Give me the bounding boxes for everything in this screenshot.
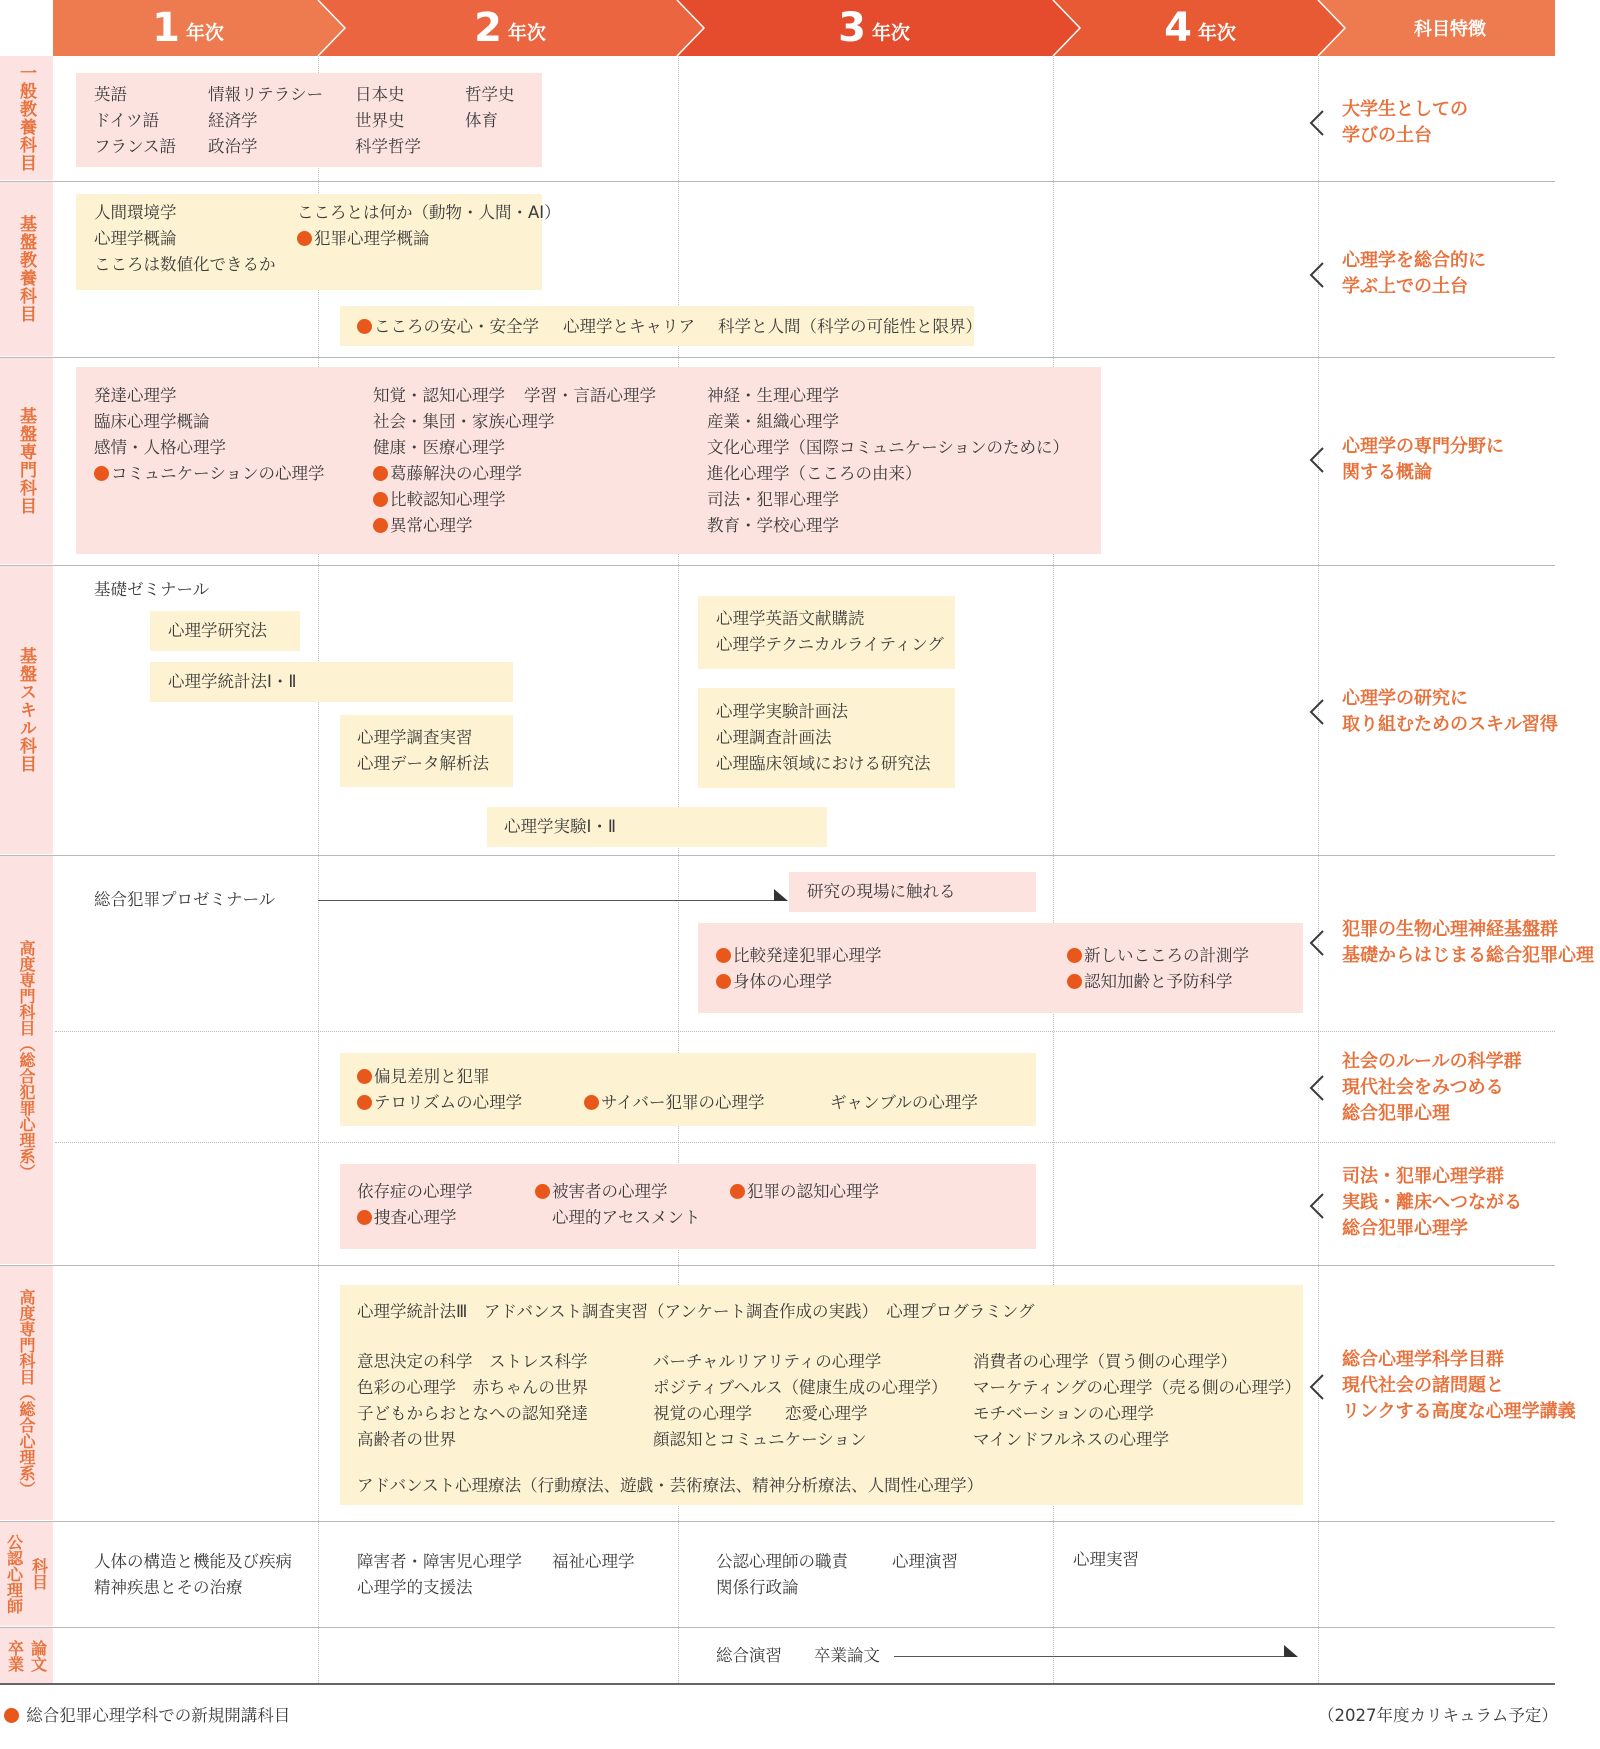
bio-left-1-wrap <box>716 972 832 992</box>
chevron-left-icon <box>1303 926 1331 960</box>
justice-0: 依存症の心理学 <box>357 1182 473 1201</box>
cat-thesis <box>0 1628 53 1684</box>
new-course-dot <box>4 1708 19 1723</box>
fl-left-0: 人間環境学 <box>94 203 177 222</box>
fs-c2-3-wrap <box>373 464 522 484</box>
ag-c2-3: 顔認知とコミュニケーション <box>653 1430 867 1449</box>
legend <box>4 1706 290 1726</box>
justice-2-wrap <box>535 1182 668 1202</box>
new-course-dot <box>716 974 731 989</box>
legend-text: 総合犯罪心理学科での新規開講科目 <box>26 1706 291 1725</box>
skills-stats: 心理学統計法Ⅰ・Ⅱ <box>168 672 297 691</box>
feature-header <box>1345 0 1555 56</box>
feature-3 <box>1342 686 1558 738</box>
bio-left-1: 身体の心理学 <box>733 972 832 991</box>
new-course-dot <box>357 1069 372 1084</box>
fs-c3-2: 文化心理学（国際コミュニケーションのために） <box>707 438 1070 457</box>
chevron-left-icon <box>1303 1071 1331 1105</box>
general-c1-0: 英語 <box>94 85 127 104</box>
feature-6-line: 総合犯罪心理学 <box>1342 1218 1468 1239</box>
justice-4: 犯罪の認知心理学 <box>747 1182 879 1201</box>
chevron-left-icon <box>1303 695 1331 729</box>
chevron-left-icon <box>1303 443 1331 477</box>
ag-c2-1: ポジティブヘルス（健康生成の心理学） <box>653 1378 948 1397</box>
year-3-num: 3 <box>838 5 866 51</box>
fs-c1-2: 感情・人格心理学 <box>94 438 226 457</box>
feature-5 <box>1342 1049 1522 1127</box>
year-4-suffix: 年次 <box>1197 21 1236 44</box>
feature-1 <box>1342 248 1486 300</box>
fs-c2b: 学習・言語心理学 <box>524 386 656 405</box>
new-course-dot <box>1067 948 1082 963</box>
feature-6 <box>1342 1164 1522 1242</box>
cat-thesis-label: 卒業 <box>5 1640 25 1672</box>
feature-0 <box>1342 97 1468 149</box>
fs-c1-3-wrap <box>94 464 325 484</box>
fl-right-1: 犯罪心理学概論 <box>314 229 430 248</box>
skills-planning-2: 心理臨床領域における研究法 <box>716 754 931 773</box>
fl-right-1-wrap <box>297 229 430 249</box>
fs-c1-3: コミュニケーションの心理学 <box>111 464 325 483</box>
arrow-head-icon <box>1284 1645 1300 1659</box>
general-c2-1: 経済学 <box>208 111 258 130</box>
fs-c2-4-wrap <box>373 490 506 510</box>
feature-1-line: 心理学を総合的に <box>1342 250 1486 271</box>
social-0-wrap <box>357 1067 490 1087</box>
ag-c2-0: バーチャルリアリティの心理学 <box>653 1352 882 1371</box>
thesis-arrow-line <box>894 1656 1294 1657</box>
feature-7-line: 総合心理学科学目群 <box>1342 1349 1504 1370</box>
feature-2 <box>1342 434 1504 486</box>
bio-right-1: 認知加齢と予防科学 <box>1084 972 1233 991</box>
cert-y2-1: 心理学的支援法 <box>357 1578 473 1597</box>
section-divider <box>0 181 1555 182</box>
general-c2-0: 情報リテラシー <box>208 85 324 104</box>
justice-1-wrap <box>357 1208 457 1228</box>
fs-c2-5-wrap <box>373 516 473 536</box>
section-divider <box>0 1521 1555 1522</box>
grid-line-feature <box>1318 56 1319 1683</box>
general-c1-2: フランス語 <box>94 137 177 156</box>
justice-4-wrap <box>730 1182 879 1202</box>
feature-6-line: 司法・犯罪心理学群 <box>1342 1166 1504 1187</box>
cat-foundation-liberal <box>0 182 53 356</box>
skills-planning-1: 心理調査計画法 <box>716 728 832 747</box>
section-divider <box>0 1683 1555 1685</box>
bio-right-0-wrap <box>1067 946 1249 966</box>
feature-5-line: 現代社会をみつめる <box>1342 1077 1504 1098</box>
ag-bottom: アドバンスト心理療法（行動療法、遊戯・芸術療法、精神分析療法、人間性心理学） <box>357 1476 984 1495</box>
new-course-dot <box>716 948 731 963</box>
fs-c1-1: 臨床心理学概論 <box>94 412 210 431</box>
cert-y2b: 福祉心理学 <box>552 1552 635 1571</box>
general-c4-1: 体育 <box>465 111 498 130</box>
general-c1-1: ドイツ語 <box>94 111 160 130</box>
new-course-dot <box>1067 974 1082 989</box>
cat-general-label: 一般教養科目 <box>16 64 36 172</box>
section-divider <box>0 565 1555 566</box>
skills-seminar: 基礎ゼミナール <box>94 580 210 599</box>
cat-skills-label: 基盤スキル科目 <box>16 647 36 773</box>
new-course-dot <box>357 1095 372 1110</box>
cert-y4: 心理実習 <box>1073 1550 1139 1569</box>
feature-header-label: 科目特徴 <box>1414 19 1486 40</box>
skills-english-0: 心理学英語文献購読 <box>716 609 865 628</box>
feature-4-line: 基礎からはじまる総合犯罪心理 <box>1342 945 1594 966</box>
subsection-divider <box>55 1031 1555 1032</box>
cat-foundation-liberal-label: 基盤教養科目 <box>16 215 36 323</box>
chevron-left-icon <box>1303 106 1331 140</box>
ag-c1-2: 子どもからおとなへの認知発達 <box>357 1404 588 1423</box>
cert-y3-1: 関係行政論 <box>716 1578 799 1597</box>
cert-y2-0: 障害者・障害児心理学 <box>357 1552 522 1571</box>
new-course-dot <box>373 518 388 533</box>
fl-bar-1: 心理学とキャリア <box>563 317 695 336</box>
fs-c3-5: 教育・学校心理学 <box>707 516 839 535</box>
chevron-left-icon <box>1303 1370 1331 1404</box>
feature-1-line: 学ぶ上での土台 <box>1342 276 1468 297</box>
cert-y3-0: 公認心理師の職責 <box>716 1552 848 1571</box>
fs-c2-4: 比較認知心理学 <box>390 490 506 509</box>
feature-4-line: 犯罪の生物心理神経基盤群 <box>1342 919 1558 940</box>
fs-c3-4: 司法・犯罪心理学 <box>707 490 839 509</box>
skills-survey-0: 心理学調査実習 <box>357 728 473 747</box>
arrow-head-icon <box>774 889 790 903</box>
cat-skills <box>0 566 53 854</box>
section-divider <box>0 1265 1555 1266</box>
cat-advanced-crime-label: 高度専門科目（総合犯罪心理系） <box>17 940 36 1180</box>
fl-left-2: こころは数値化できるか <box>94 255 276 274</box>
fs-c1-0: 発達心理学 <box>94 386 177 405</box>
general-c3-1: 世界史 <box>355 111 405 130</box>
social-2-wrap <box>584 1093 765 1113</box>
fs-c3-3: 進化心理学（こころの由来） <box>707 464 922 483</box>
feature-3-line: 心理学の研究に <box>1342 688 1468 709</box>
feature-7 <box>1342 1347 1576 1425</box>
fs-c3-0: 神経・生理心理学 <box>707 386 839 405</box>
fs-c2-5: 異常心理学 <box>390 516 473 535</box>
bio-box <box>698 923 1303 1013</box>
ag-c3-1: マーケティングの心理学（売る側の心理学） <box>973 1378 1302 1397</box>
social-0: 偏見差別と犯罪 <box>374 1067 490 1086</box>
fs-c3-1: 産業・組織心理学 <box>707 412 839 431</box>
fl-bar-0: こころの安心・安全学 <box>374 317 539 336</box>
fs-c2-1: 社会・集団・家族心理学 <box>373 412 555 431</box>
year-3-header <box>704 0 1044 56</box>
general-c2-2: 政治学 <box>208 137 258 156</box>
social-2: サイバー犯罪の心理学 <box>601 1093 765 1112</box>
cat-general <box>0 56 53 180</box>
proseminar: 総合犯罪プロゼミナール <box>94 890 276 909</box>
ag-c1-3: 高齢者の世界 <box>357 1430 456 1449</box>
year-1-num: 1 <box>152 5 180 51</box>
thesis-thesis: 卒業論文 <box>814 1646 880 1665</box>
ag-top: 心理学統計法Ⅲ アドバンスト調査実習（アンケート調査作成の実践） 心理プログラミング <box>357 1302 1035 1321</box>
fl-right-0: こころとは何か（動物・人間・AI） <box>297 203 561 222</box>
cert-y1-1: 精神疾患とその治療 <box>94 1578 243 1597</box>
fs-c2-0: 知覚・認知心理学 <box>373 386 505 405</box>
ag-c1-1: 色彩の心理学 赤ちゃんの世界 <box>357 1378 588 1397</box>
footer-note: （2027年度カリキュラム予定） <box>1318 1706 1558 1725</box>
feature-7-line: リンクする高度な心理学講義 <box>1342 1401 1576 1422</box>
social-3: ギャンブルの心理学 <box>830 1093 978 1112</box>
bio-right-0: 新しいこころの計測学 <box>1084 946 1249 965</box>
general-c3-2: 科学哲学 <box>355 137 421 156</box>
cat-certified-label: 公認心理師 <box>4 1534 24 1614</box>
chevron-left-icon <box>1303 1189 1331 1223</box>
feature-4 <box>1342 917 1594 969</box>
general-c4-0: 哲学史 <box>465 85 515 104</box>
new-course-dot <box>357 1210 372 1225</box>
bio-left-0: 比較発達犯罪心理学 <box>733 946 882 965</box>
skills-survey-1: 心理データ解析法 <box>357 754 489 773</box>
new-course-dot <box>584 1095 599 1110</box>
cat-foundation-specialty <box>0 358 53 564</box>
ag-c3-2: モチベーションの心理学 <box>973 1404 1154 1423</box>
cat-advanced-crime <box>0 856 53 1264</box>
justice-1: 捜査心理学 <box>374 1208 457 1227</box>
year-2-suffix: 年次 <box>507 21 546 44</box>
year-1-header <box>53 0 323 56</box>
social-1: テロリズムの心理学 <box>374 1093 523 1112</box>
ag-c3-0: 消費者の心理学（買う側の心理学） <box>973 1352 1237 1371</box>
year-4-num: 4 <box>1164 5 1192 51</box>
chevron-left-icon <box>1303 258 1331 292</box>
social-1-wrap <box>357 1093 522 1113</box>
fs-c2-3: 葛藤解決の心理学 <box>390 464 522 483</box>
justice-box <box>340 1164 1036 1249</box>
cat-advanced-general-label: 高度専門科目（総合心理系） <box>17 1289 36 1497</box>
bio-right-1-wrap <box>1067 972 1233 992</box>
ag-c1-0: 意思決定の科学 ストレス科学 <box>357 1352 588 1371</box>
thesis-seminar: 総合演習 <box>716 1646 782 1665</box>
cat-advanced-general <box>0 1266 53 1520</box>
feature-0-line: 学びの土台 <box>1342 125 1432 146</box>
justice-2: 被害者の心理学 <box>552 1182 668 1201</box>
year-2-num: 2 <box>474 5 502 51</box>
year-2-header <box>345 0 675 56</box>
justice-3: 心理的アセスメント <box>552 1208 701 1227</box>
feature-7-line: 現代社会の諸問題と <box>1342 1375 1504 1396</box>
new-course-dot <box>535 1184 550 1199</box>
feature-5-line: 社会のルールの科学群 <box>1342 1051 1522 1072</box>
ag-c2-2: 視覚の心理学 恋愛心理学 <box>653 1404 868 1423</box>
new-course-dot <box>373 466 388 481</box>
skills-experiment: 心理学実験Ⅰ・Ⅱ <box>504 817 616 836</box>
fl-left-1: 心理学概論 <box>94 229 177 248</box>
proseminar-arrow-line <box>318 900 786 901</box>
new-course-dot <box>94 466 109 481</box>
cat-certified <box>0 1522 53 1626</box>
year-3-suffix: 年次 <box>871 21 910 44</box>
skills-survey-box <box>340 715 513 787</box>
skills-planning-0: 心理学実験計画法 <box>716 702 848 721</box>
skills-english-box <box>698 596 955 669</box>
section-divider <box>0 357 1555 358</box>
new-course-dot <box>373 492 388 507</box>
fl-bar-2: 科学と人間（科学の可能性と限界） <box>718 317 982 336</box>
fs-c2-2: 健康・医療心理学 <box>373 438 505 457</box>
feature-5-line: 総合犯罪心理 <box>1342 1103 1450 1124</box>
cat-certified-label-2: 科目 <box>29 1558 49 1590</box>
bio-left-0-wrap <box>716 946 882 966</box>
section-divider <box>0 1627 1555 1628</box>
feature-2-line: 関する概論 <box>1342 462 1432 483</box>
cert-y3b: 心理演習 <box>892 1552 958 1571</box>
cert-y1-0: 人体の構造と機能及び疾病 <box>94 1552 292 1571</box>
feature-3-line: 取り組むためのスキル習得 <box>1342 714 1558 735</box>
section-divider <box>0 855 1555 856</box>
fl-bar-0-wrap <box>357 317 539 337</box>
new-course-dot <box>297 231 312 246</box>
cat-thesis-label-2: 論文 <box>28 1640 48 1672</box>
field-text: 研究の現場に触れる <box>807 882 956 901</box>
general-c3-0: 日本史 <box>355 85 405 104</box>
skills-english-1: 心理学テクニカルライティング <box>716 635 944 654</box>
new-course-dot <box>730 1184 745 1199</box>
social-box <box>340 1053 1036 1126</box>
feature-6-line: 実践・離床へつながる <box>1342 1192 1522 1213</box>
cat-foundation-specialty-label: 基盤専門科目 <box>16 407 36 515</box>
subsection-divider <box>55 1142 1555 1143</box>
year-1-suffix: 年次 <box>185 21 224 44</box>
feature-2-line: 心理学の専門分野に <box>1342 436 1504 457</box>
ag-c3-3: マインドフルネスの心理学 <box>973 1430 1170 1449</box>
skills-research: 心理学研究法 <box>168 621 267 640</box>
new-course-dot <box>357 319 372 334</box>
grid-line-year2 <box>318 56 319 1683</box>
year-4-header <box>1080 0 1320 56</box>
feature-0-line: 大学生としての <box>1342 99 1468 120</box>
